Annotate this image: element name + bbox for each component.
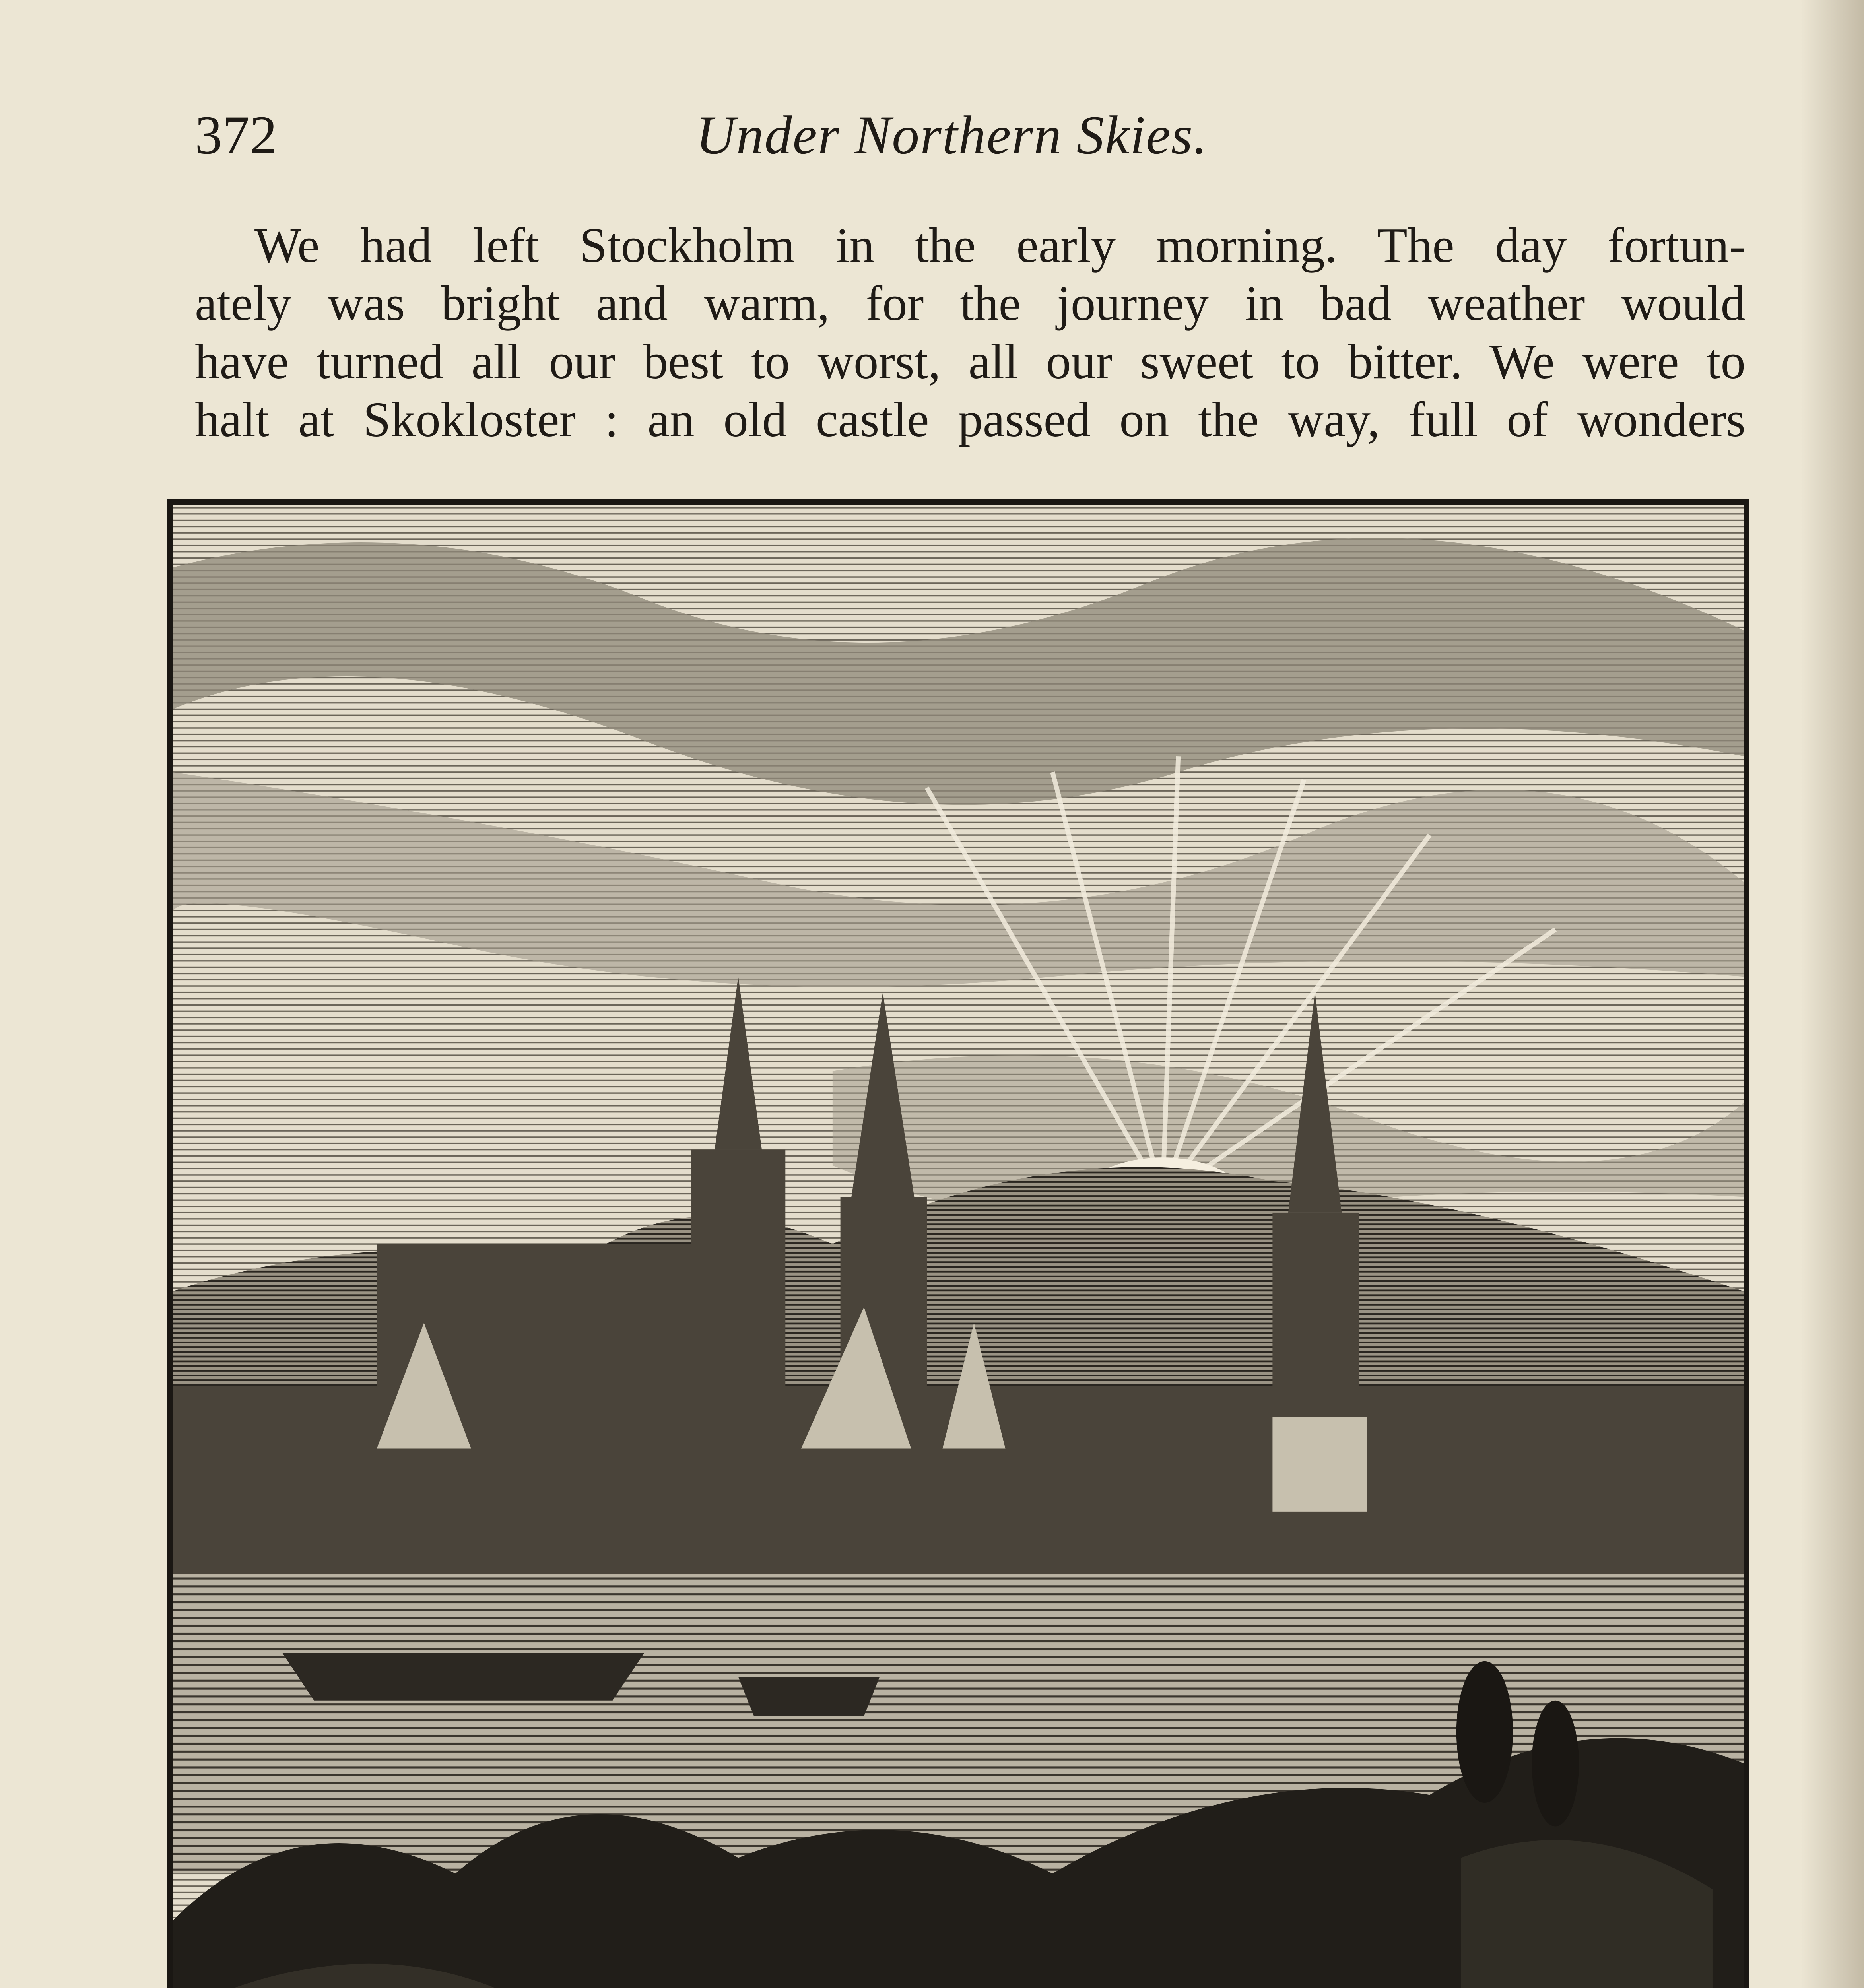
text-line: have turned all our best to worst, all our sweet to bitter. We were to: [195, 334, 1746, 389]
stockholm-engraving: [167, 499, 1749, 1988]
engraving-illustration: [173, 505, 1744, 1988]
text-line: We had left Stockholm in the early morning. The day fortun-: [254, 218, 1746, 273]
page-number: 372: [195, 105, 277, 165]
text-line: halt at Skokloster : an old castle passed on the way, full of wonders: [195, 392, 1746, 447]
text-line: ately was bright and warm, for the journey in bad weather would: [195, 276, 1746, 331]
page-edge-shadow: [1800, 0, 1864, 1988]
top-paragraph: [195, 217, 1746, 449]
page-header: [195, 91, 1746, 171]
running-title: Under Northern Skies.: [696, 105, 1208, 165]
